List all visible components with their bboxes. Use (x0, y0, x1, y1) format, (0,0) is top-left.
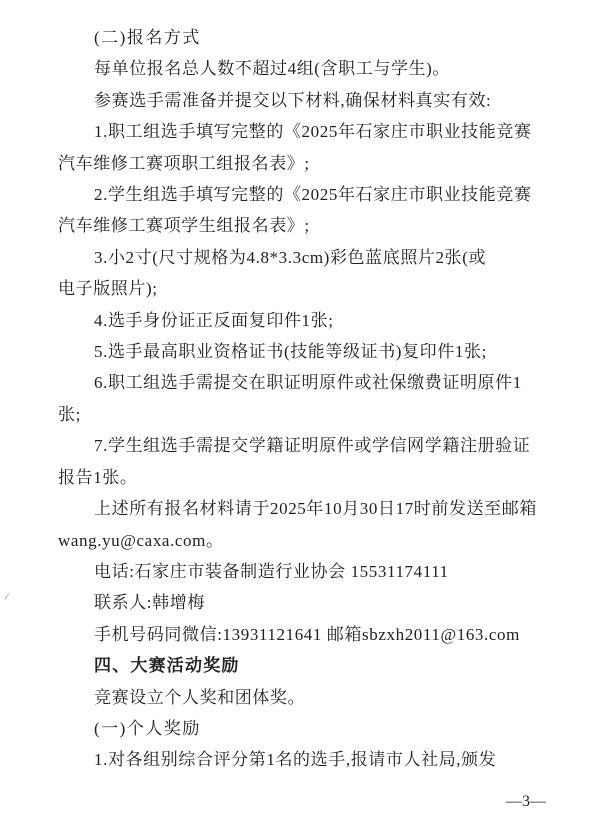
doc-line: 1.对各组别综合评分第1名的选手,报请市人社局,颁发 (94, 750, 497, 770)
doc-line-contact-person: 联系人:韩增梅 (94, 593, 205, 613)
doc-line: 汽车维修工赛项职工组报名表》; (58, 153, 310, 173)
scan-speck-artifact (4, 593, 11, 601)
doc-line-material-4: 4.选手身份证正反面复印件1张; (94, 310, 334, 330)
doc-line-material-3: 3.小2寸(尺寸规格为4.8*3.3cm)彩色蓝底照片2张(或 (94, 247, 487, 267)
page-number: —3— (506, 793, 546, 810)
subheading-registration-method: (二)报名方式 (94, 28, 201, 47)
doc-line-material-7: 7.学生组选手需提交学籍证明原件或学信网学籍注册验证 (94, 436, 531, 456)
doc-line-mobile-wechat: 手机号码同微信:13931121641 邮箱sbzxh2011@163.com (94, 624, 520, 644)
doc-line-material-1: 1.职工组选手填写完整的《2025年石家庄市职业技能竞赛 (94, 122, 532, 142)
doc-line-material-6: 6.职工组选手需提交在职证明原件或社保缴费证明原件1 (94, 373, 522, 393)
doc-line-email: wang.yu@caxa.com。 (58, 530, 224, 550)
doc-line-material-2: 2.学生组选手填写完整的《2025年石家庄市职业技能竞赛 (94, 185, 532, 205)
doc-line: 汽车维修工赛项学生组报名表》; (58, 216, 310, 236)
doc-line-deadline: 上述所有报名材料请于2025年10月30日17时前发送至邮箱 (94, 499, 537, 519)
doc-line: 竞赛设立个人奖和团体奖。 (94, 687, 306, 707)
doc-line: 电子版照片); (58, 279, 158, 299)
doc-line: 每单位报名总人数不超过4组(含职工与学生)。 (94, 59, 451, 79)
subheading-individual-awards: (一)个人奖励 (94, 718, 201, 738)
document-body (58, 22, 548, 776)
doc-line: 参赛选手需准备并提交以下材料,确保材料真实有效: (94, 90, 492, 110)
heading-competition-awards: 四、大赛活动奖励 (94, 656, 240, 676)
doc-line: 张; (58, 404, 81, 424)
doc-line-material-5: 5.选手最高职业资格证书(技能等级证书)复印件1张; (94, 342, 487, 362)
doc-line: 报告1张。 (58, 467, 138, 487)
doc-line-phone: 电话:石家庄市装备制造行业协会 15531174111 (94, 561, 449, 581)
